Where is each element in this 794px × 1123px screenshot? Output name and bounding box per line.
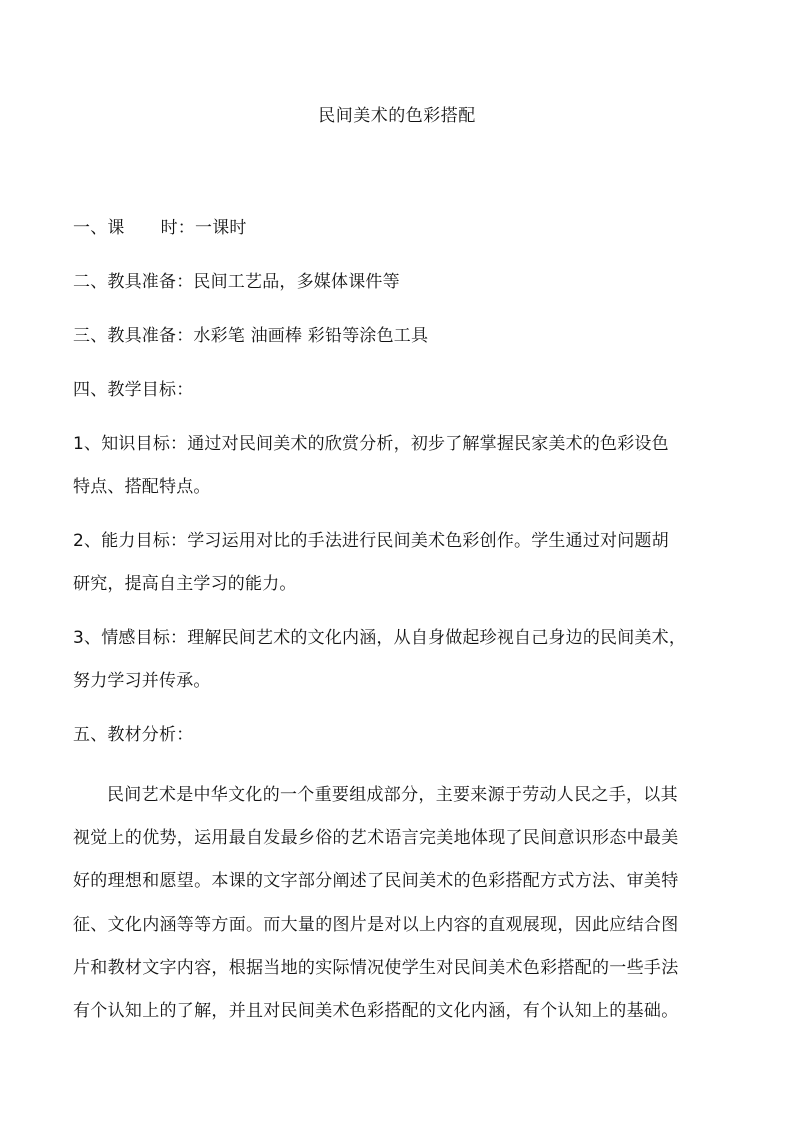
goal-2-line-1: 2、能力目标：学习运用对比的手法进行民间美术色彩创作。学生通过对问题胡 (73, 531, 669, 551)
goal-3-line-2: 努力学习并传承。 (73, 671, 211, 691)
analysis-line: 民间艺术是中华文化的一个重要组成部分，主要来源于劳动人民之手，以其 (107, 785, 678, 805)
document-title: 民间美术的色彩搭配 (318, 106, 476, 126)
prep-line-2: 三、教具准备：水彩笔 油画棒 彩铅等涂色工具 (73, 326, 429, 346)
lesson-time-line (73, 216, 733, 240)
goal-1-line-1: 1、知识目标：通过对民间美术的欣赏分析，初步了解掌握民家美术的色彩设色 (73, 434, 669, 454)
analysis-line: 好的理想和愿望。本课的文字部分阐述了民间美术的色彩搭配方式方法、审美特 (73, 871, 679, 892)
goals-heading: 四、教学目标： (73, 380, 194, 400)
analysis-line: 有个认知上的了解，并且对民间美术色彩搭配的文化内涵，有个认知上的基础。 (73, 1000, 679, 1021)
analysis-paragraph (73, 774, 733, 1033)
analysis-heading: 五、教材分析： (73, 725, 194, 745)
lesson-time-suffix: 时：一课时 (160, 218, 247, 238)
analysis-line: 征、文化内涵等等方面。而大量的图片是对以上内容的直观展现，因此应结合图 (73, 914, 679, 935)
prep-line-1: 二、教具准备：民间工艺品，多媒体课件等 (73, 272, 400, 292)
analysis-line: 视觉上的优势，运用最自发最乡俗的艺术语言完美地体现了民间意识形态中最美 (73, 828, 679, 849)
analysis-line: 片和教材文字内容，根据当地的实际情况使学生对民间美术色彩搭配的一些手法 (73, 957, 679, 978)
goal-1-line-2: 特点、搭配特点。 (73, 477, 211, 497)
goal-3-line-1: 3、情感目标：理解民间艺术的文化内涵，从自身做起珍视自己身边的民间美术， (73, 628, 687, 648)
lesson-time-prefix: 一、课 (73, 218, 125, 238)
goal-2-line-2: 研究，提高自主学习的能力。 (73, 574, 297, 594)
